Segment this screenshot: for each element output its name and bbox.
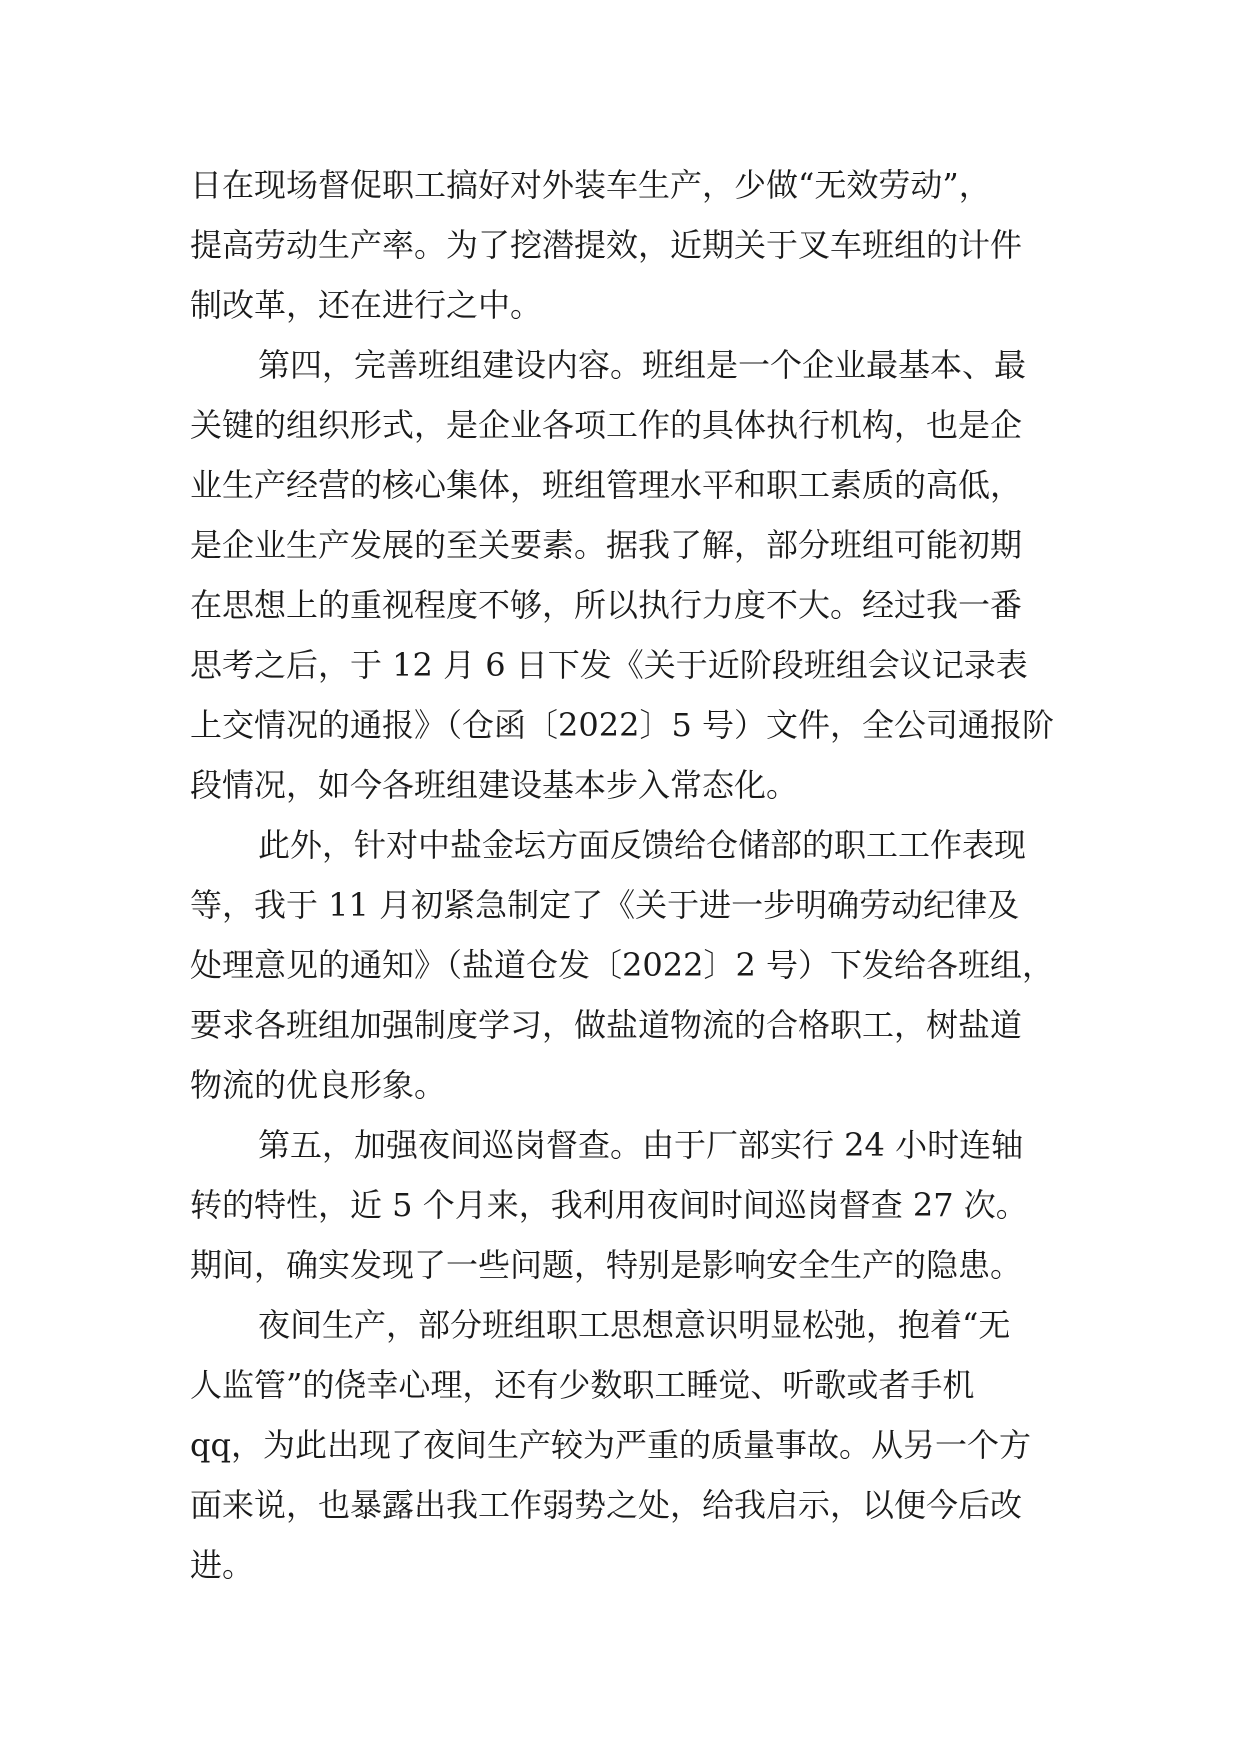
text-line: 面来说，也暴露出我工作弱势之处，给我启示，以便今后改	[190, 1486, 1023, 1524]
text-line: 思考之后，于 12 月 6 日下发《关于近阶段班组会议记录表	[190, 646, 1028, 684]
text-line: qq，为此出现了夜间生产较为严重的质量事故。从另一个方	[190, 1426, 1031, 1464]
text-line: 进。	[190, 1546, 255, 1584]
text-line: 制改革，还在进行之中。	[190, 286, 543, 324]
text-line: 业生产经营的核心集体，班组管理水平和职工素质的高低，	[190, 466, 1023, 504]
paragraph-first-line: 第五，加强夜间巡岗督查。由于厂部实行 24 小时连轴	[258, 1126, 1024, 1164]
text-line: 期间，确实发现了一些问题，特别是影响安全生产的隐患。	[190, 1246, 1023, 1284]
text-line: 是企业生产发展的至关要素。据我了解，部分班组可能初期	[190, 526, 1023, 564]
paragraph-first-line: 夜间生产，部分班组职工思想意识明显松弛，抱着“无	[258, 1306, 1011, 1344]
text-line: 人监管”的侥幸心理，还有少数职工睡觉、听歌或者手机	[190, 1366, 975, 1404]
text-line: 在思想上的重视程度不够，所以执行力度不大。经过我一番	[190, 586, 1023, 624]
paragraph-first-line: 此外，针对中盐金坛方面反馈给仓储部的职工工作表现	[258, 826, 1027, 864]
text-line: 上交情况的通报》（仓函〔2022〕5 号）文件，全公司通报阶	[190, 706, 1054, 744]
text-line: 关键的组织形式，是企业各项工作的具体执行机构，也是企	[190, 406, 1023, 444]
paragraph-first-line: 第四，完善班组建设内容。班组是一个企业最基本、最	[258, 346, 1027, 384]
text-line: 物流的优良形象。	[190, 1066, 447, 1104]
text-line: 段情况，如今各班组建设基本步入常态化。	[190, 766, 799, 804]
text-line: 处理意见的通知》（盐道仓发〔2022〕2 号）下发给各班组，	[190, 946, 1054, 984]
text-line: 转的特性，近 5 个月来，我利用夜间时间巡岗督查 27 次。	[190, 1186, 1028, 1224]
text-line: 日在现场督促职工搞好对外装车生产，少做“无效劳动”，	[190, 166, 991, 204]
text-line: 要求各班组加强制度学习，做盐道物流的合格职工，树盐道	[190, 1006, 1023, 1044]
text-line: 等，我于 11 月初紧急制定了《关于进一步明确劳动纪律及	[190, 886, 1020, 924]
text-line: 提高劳动生产率。为了挖潜提效，近期关于叉车班组的计件	[190, 226, 1023, 264]
